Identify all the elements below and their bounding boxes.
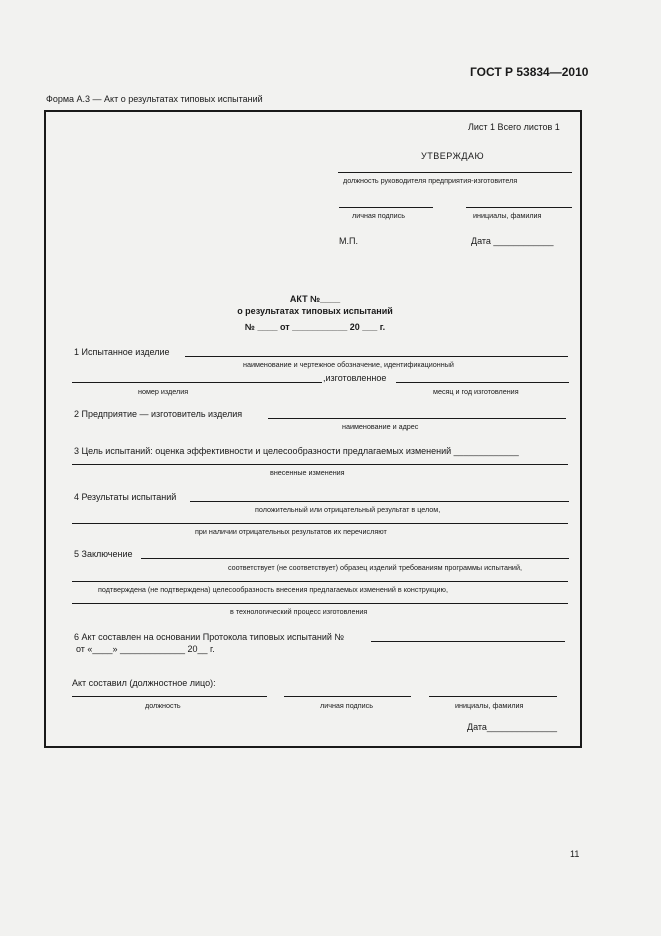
- approve-title: УТВЕРЖДАЮ: [421, 151, 485, 161]
- compiled-by-label: Акт составил (должностное лицо):: [72, 678, 216, 688]
- item4-caption-2: при наличии отрицательных результатов их перечисляют: [195, 527, 387, 536]
- standard-number: ГОСТ Р 53834—2010: [470, 65, 589, 79]
- sheet-info: Лист 1 Всего листов 1: [468, 122, 560, 132]
- item5-label: 5 Заключение: [74, 549, 133, 559]
- item1-caption: наименование и чертежное обозначение, идентификационный: [243, 360, 454, 369]
- item3-label: 3 Цель испытаний: оценка эффективности и целесообразности предлагаемых изменений _____________: [74, 446, 519, 456]
- compiler-signature-line[interactable]: [284, 696, 411, 697]
- form-caption: Форма А.3 — Акт о результатах типовых испытаний: [46, 94, 263, 104]
- approve-date[interactable]: Дата ____________: [471, 236, 554, 246]
- position-line[interactable]: [338, 172, 572, 173]
- item4-field-2[interactable]: [72, 523, 568, 524]
- item4-caption: положительный или отрицательный результат в целом,: [255, 505, 441, 514]
- item2-label: 2 Предприятие — изготовитель изделия: [74, 409, 243, 419]
- item4-label: 4 Результаты испытаний: [74, 492, 177, 502]
- item6-date[interactable]: от «____» _____________ 20__ г.: [76, 644, 215, 654]
- item5-caption-2: подтверждена (не подтверждена) целесообразность внесения предлагаемых изменений в конструкцию,: [98, 585, 448, 594]
- compiler-date[interactable]: Дата______________: [467, 722, 558, 732]
- position-caption: должность руководителя предприятия-изготовителя: [343, 176, 518, 185]
- compiler-position-caption: должность: [145, 701, 181, 710]
- act-subtitle: о результатах типовых испытаний: [237, 306, 393, 316]
- name-caption: инициалы, фамилия: [473, 211, 542, 220]
- item1-caption-date: месяц и год изготовления: [433, 387, 519, 396]
- item5-caption-3: в технологический процесс изготовления: [230, 607, 368, 616]
- item5-field[interactable]: [141, 558, 569, 559]
- compiler-position-line[interactable]: [72, 696, 267, 697]
- approver-name-line[interactable]: [466, 207, 572, 208]
- seal-label: М.П.: [339, 236, 358, 246]
- item6-label: 6 Акт составлен на основании Протокола типовых испытаний №: [74, 632, 345, 642]
- item1-number-field[interactable]: [72, 382, 322, 383]
- item2-caption: наименование и адрес: [342, 422, 419, 431]
- act-title: АКТ №____: [289, 294, 341, 304]
- approver-signature-line[interactable]: [339, 207, 433, 208]
- item6-protocol-field[interactable]: [371, 641, 565, 642]
- item5-field-3[interactable]: [72, 603, 568, 604]
- item1-label: 1 Испытанное изделие: [74, 347, 170, 357]
- item1-field[interactable]: [185, 356, 568, 357]
- signature-caption: личная подпись: [352, 211, 405, 220]
- item1-manufactured: ,изготовленное: [323, 373, 387, 383]
- item5-caption: соответствует (не соответствует) образец изделий требованиям программы испытаний,: [228, 563, 522, 572]
- item1-date-field[interactable]: [396, 382, 569, 383]
- item1-caption-number: номер изделия: [138, 387, 189, 396]
- compiler-name-caption: инициалы, фамилия: [455, 701, 524, 710]
- item5-field-2[interactable]: [72, 581, 568, 582]
- act-number-date[interactable]: № ____ от ___________ 20 ___ г.: [244, 322, 386, 332]
- compiler-name-line[interactable]: [429, 696, 557, 697]
- compiler-signature-caption: личная подпись: [320, 701, 373, 710]
- item4-field[interactable]: [190, 501, 569, 502]
- page-number: 11: [570, 849, 580, 859]
- item3-caption: внесенные изменения: [270, 468, 345, 477]
- item2-field[interactable]: [268, 418, 566, 419]
- item3-field[interactable]: [72, 464, 568, 465]
